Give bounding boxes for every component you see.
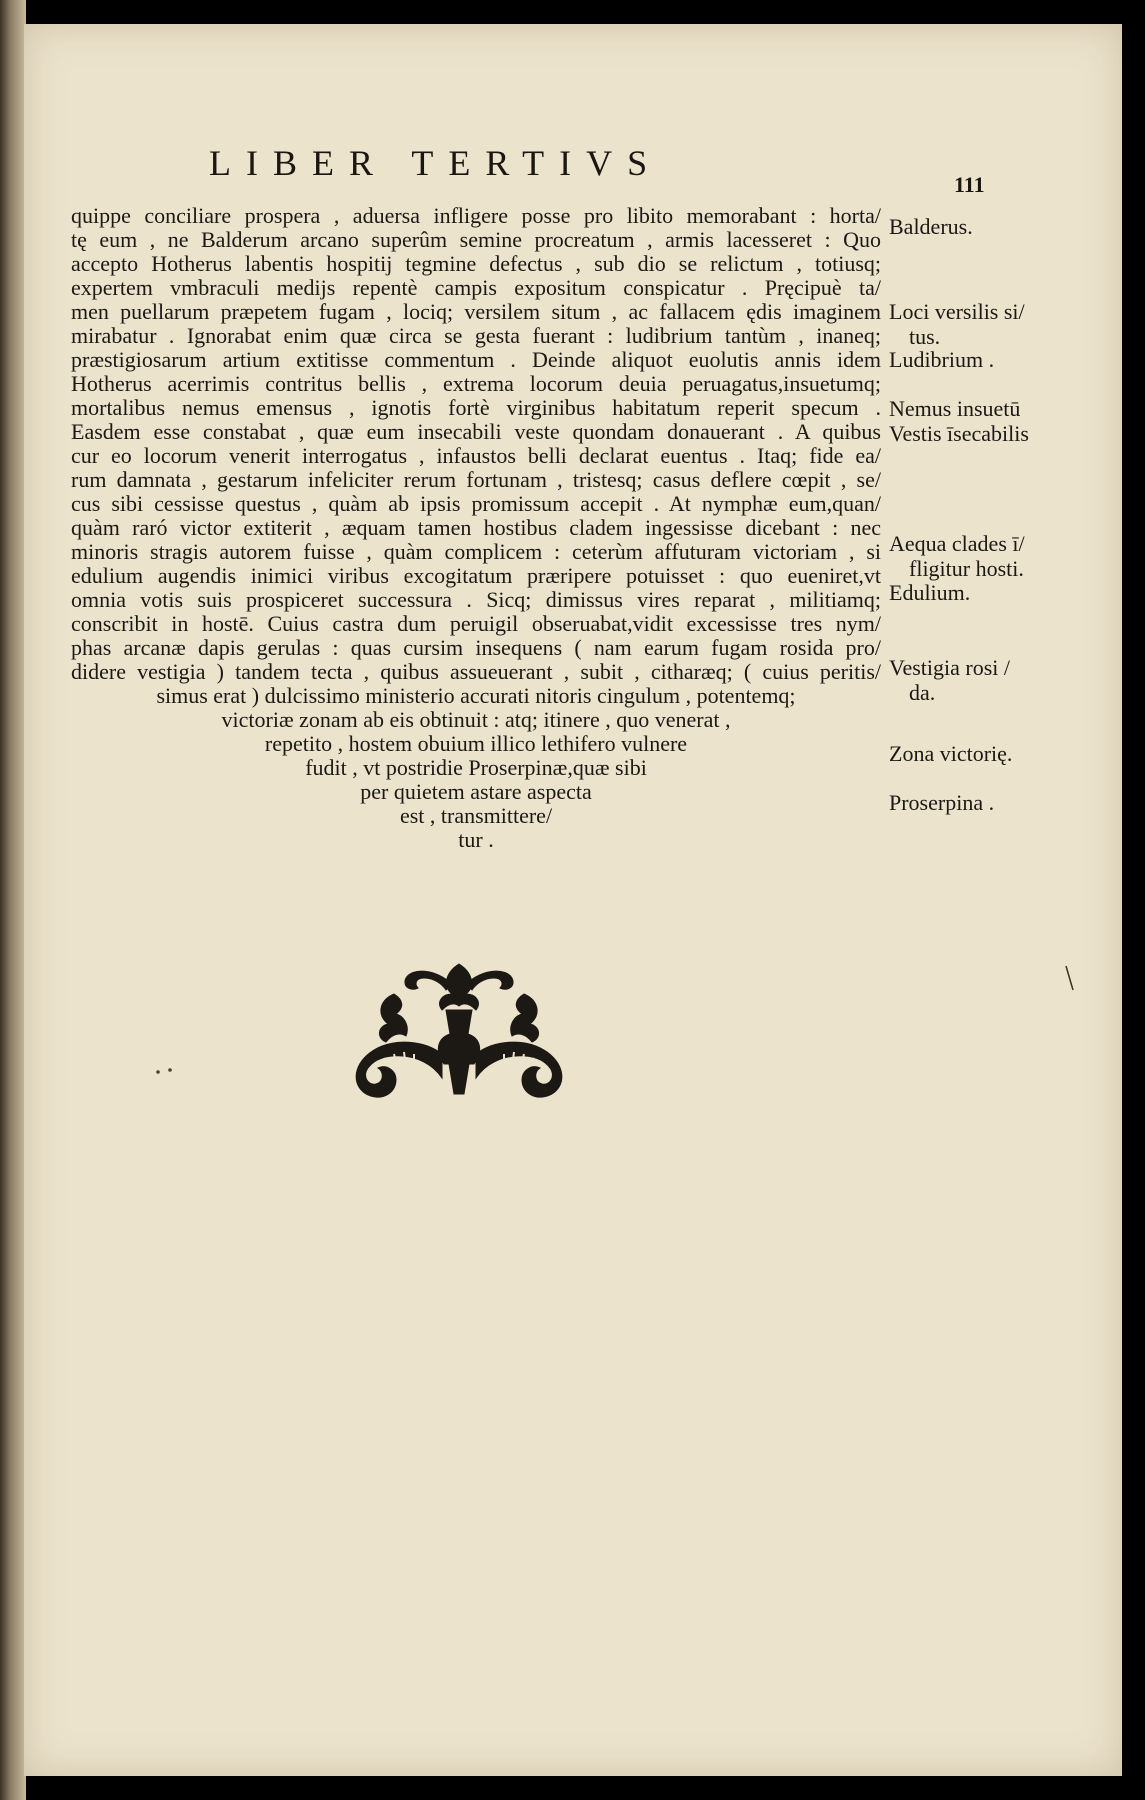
tailpiece-ornament: [334, 954, 584, 1104]
text-line: fudit , vt postridie Proserpinæ,quæ sibi: [305, 755, 647, 780]
text-line: expertem vmbraculi medijs repentè campis expositum conspicatur . Pręcipuè ta/: [71, 275, 881, 300]
text-line: accepto Hotherus labentis hospitij tegmine defectus , sub dio se relictum , totiusq;: [71, 251, 881, 276]
text-line: edulium augendis inimici viribus excogitatum præripere potuisset : quo eueniret,vt: [71, 563, 881, 588]
page-mark: [1064, 964, 1076, 994]
text-line: victoriæ zonam ab eis obtinuit : atq; itinere , quo venerat ,: [221, 707, 731, 732]
text-line: mirabatur . Ignorabat enim quæ circa se gesta fuerant : ludibrium tantùm , inaneq;: [71, 323, 881, 348]
margin-note: Aequa clades ī/: [889, 531, 1025, 556]
text-line: conscribit in hostē. Cuius castra dum peruigil obseruabat,vidit excessisse tres nym/: [71, 611, 881, 636]
text-line: phas arcanæ dapis gerulas : quas cursim insequens ( nam earum fugam rosida pro/: [71, 635, 881, 660]
margin-note: fligitur hosti.: [909, 556, 1024, 581]
text-line: præstigiosarum artium extitisse commentum . Deinde aliquot euolutis annis idem: [71, 347, 881, 372]
text-line: tur .: [458, 827, 494, 852]
page-number: 111: [954, 172, 985, 197]
margin-note: tus.: [909, 324, 941, 349]
margin-note: Ludibrium .: [889, 347, 995, 372]
text-line: simus erat ) dulcissimo ministerio accurati nitoris cingulum , potentemq;: [156, 683, 796, 708]
book-page: [24, 24, 1122, 1776]
margin-note: da.: [909, 680, 936, 705]
margin-note: Vestigia rosi /: [889, 655, 1010, 680]
margin-note: Edulium.: [889, 580, 971, 605]
text-line: minoris stragis autorem fuisse , quàm complicem : ceterùm affuturam victoriam , si: [71, 539, 881, 564]
text-line: tę eum , ne Balderum arcano superûm semine procreatum , armis lacesseret : Quo: [71, 227, 881, 252]
text-line: quippe conciliare prospera , aduersa infligere posse pro libito memorabant : horta/: [71, 203, 881, 228]
margin-note: Loci versilis si/: [889, 299, 1025, 324]
text-line: omnia votis suis prospiceret successura . Sicq; dimissus vires reparat , militiamq;: [71, 587, 881, 612]
text-line: men puellarum præpetem fugam , lociq; versilem situm , ac fallacem ędis imaginem: [71, 299, 881, 324]
running-title: LIBER TERTIVS: [209, 143, 663, 183]
text-line: cur eo locorum venerit interrogatus , infaustos belli declarat euentus . Itaq; fide ea/: [71, 443, 881, 468]
text-line: repetito , hostem obuium illico lethifero vulnere: [264, 731, 688, 756]
page-mark: [154, 1064, 178, 1078]
text-line: per quietem astare aspecta: [360, 779, 592, 804]
margin-note: Proserpina .: [889, 790, 995, 815]
margin-note: Balderus.: [889, 214, 973, 239]
main-text-block: [71, 204, 881, 852]
text-line: est , transmittere/: [399, 803, 553, 828]
margin-note: Zona victorię.: [889, 741, 1013, 766]
margin-note: Vestis īsecabilis: [889, 421, 1029, 446]
text-line: Easdem esse constabat , quæ eum insecabili veste quondam donauerant . A quibus: [71, 419, 881, 444]
text-line: quàm raró victor extiterit , æquam tamen hostibus cladem ingessisse dicebant : nec: [71, 515, 881, 540]
text-line: mortalibus nemus emensus , ignotis fortè virginibus habitatum reperit specum .: [71, 395, 881, 420]
text-line: cus sibi cessisse questus , quàm ab ipsis promissum accepit . At nymphæ eum,quan/: [71, 491, 881, 516]
previous-page-edge: [0, 0, 26, 1800]
text-line: didere vestigia ) tandem tecta , quibus assueuerant , subit , citharæq; ( cuius peritis/: [71, 659, 881, 684]
text-line: Hotherus acerrimis contritus bellis , extrema locorum deuia peruagatus,insuetumq;: [71, 371, 881, 396]
margin-note: Nemus insuetū: [889, 396, 1021, 421]
text-line: rum damnata , gestarum infeliciter rerum fortunam , tristesq; casus deflere cœpit , se/: [71, 467, 881, 492]
